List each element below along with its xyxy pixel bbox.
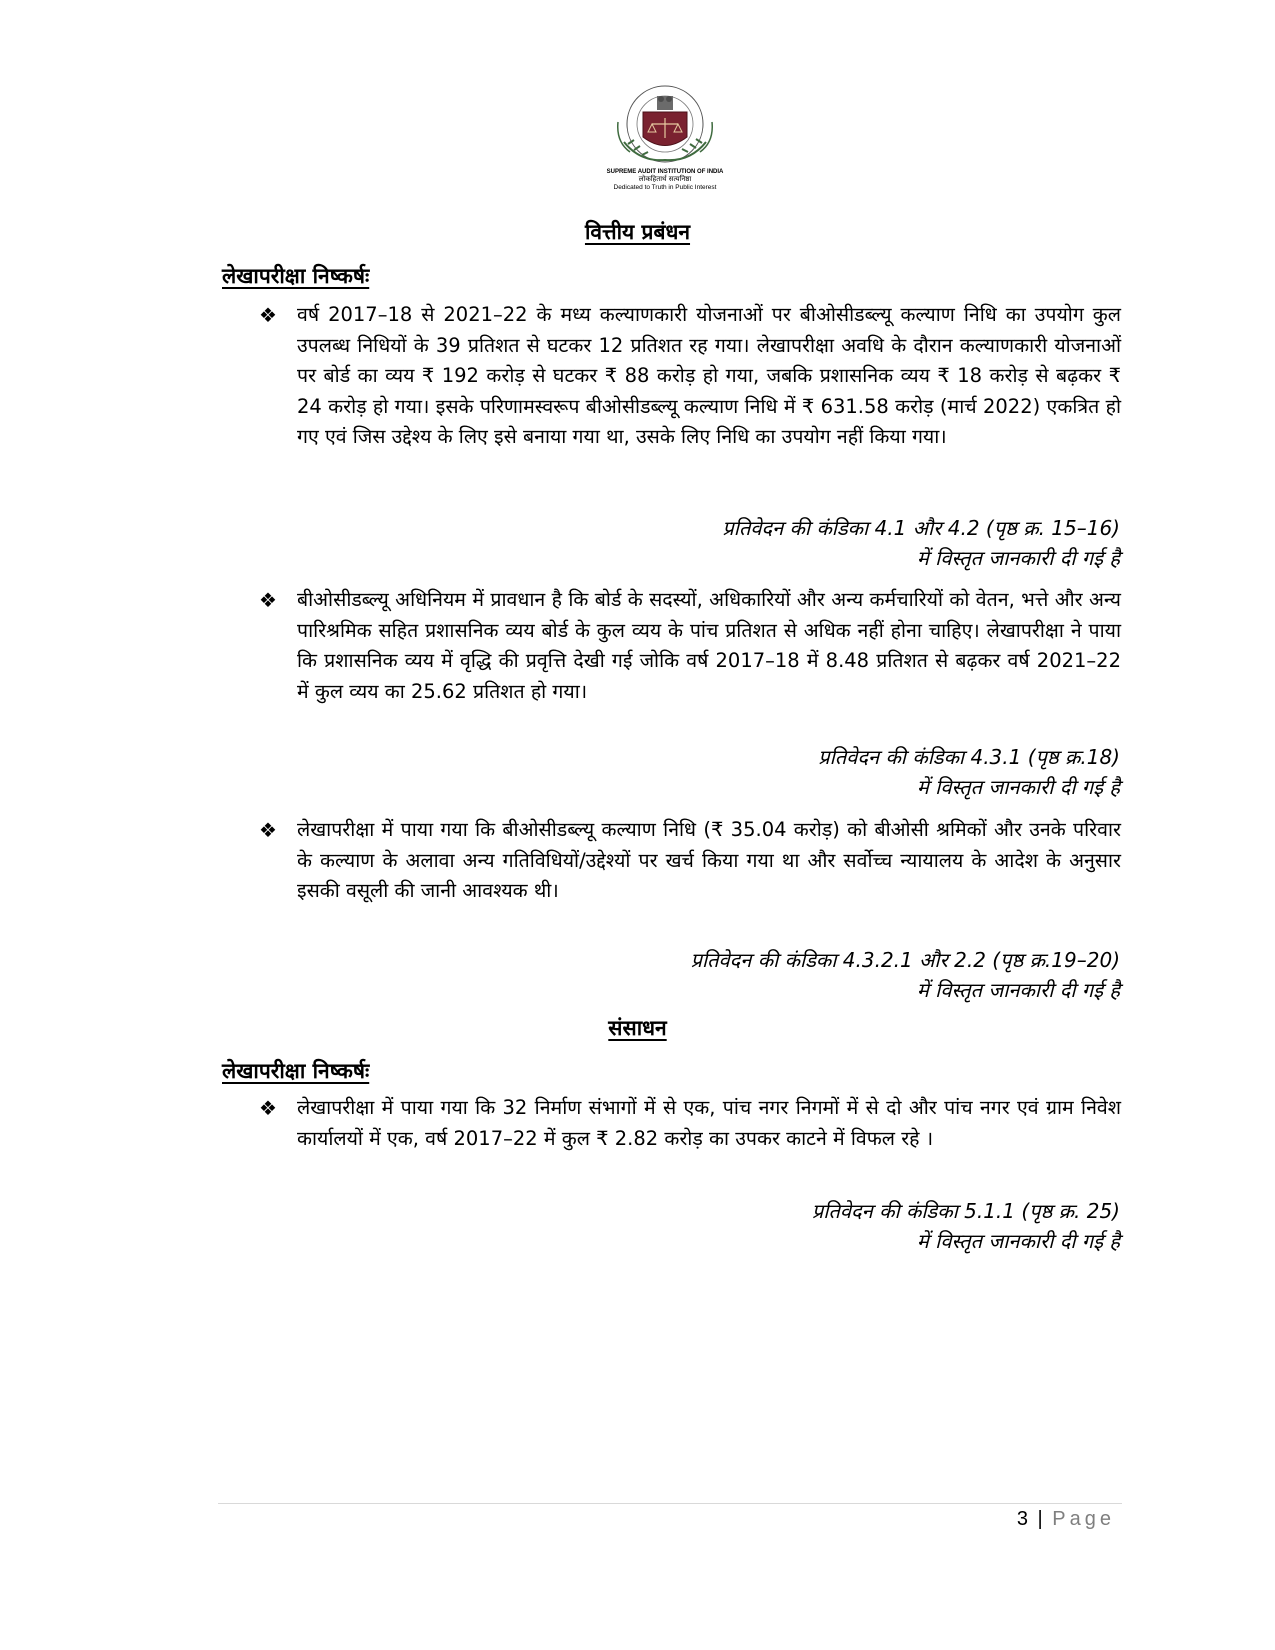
footer-separator: | [1037, 1508, 1043, 1530]
list-item [259, 1093, 1121, 1154]
diamond-bullet-icon: ❖ [259, 1096, 277, 1120]
section-subheading-audit-findings: लेखापरीक्षा निष्कर्षः [222, 1059, 370, 1083]
finding-text: लेखापरीक्षा में पाया गया कि बीओसीडब्ल्यू कल्याण निधि (₹ 35.04 करोड़) को बीओसी श्रमिकों और उनके परिवार के कल्याण के अलावा अन्य गतिविधियों/उद्देश्यों पर खर्च किया गया था और सर्वोच्च न्यायालय के आदेश के अनुसार इसकी वसूली की जानी आवश्यक थी। [297, 818, 1121, 902]
list-item [259, 815, 1121, 907]
list-item [259, 300, 1121, 453]
report-reference: प्रतिवेदन की कंडिका 4.3.1 (पृष्ठ क्र.18) में विस्तृत जानकारी दी गई है [818, 745, 1120, 799]
page-number: 3 [1016, 1508, 1028, 1530]
footer-divider [218, 1503, 1122, 1504]
list-item [259, 585, 1121, 707]
finding-text: बीओसीडब्ल्यू अधिनियम में प्रावधान है कि बोर्ड के सदस्यों, अधिकारियों और अन्य कर्मचारियों को वेतन, भत्ते और अन्य पारिश्रमिक सहित प्रशासनिक व्यय बोर्ड के कुल व्यय के पांच प्रतिशत से अधिक नहीं होना चाहिए। लेखापरीक्षा ने पाया कि प्रशासनिक व्यय में वृद्धि की प्रवृत्ति देखी गई जोकि वर्ष 2017–18 में 8.48 प्रतिशत से बढ़कर वर्ष 2021–22 में कुल व्यय का 25.62 प्रतिशत हो गया। [297, 588, 1121, 703]
diamond-bullet-icon: ❖ [259, 303, 277, 327]
finding-text: वर्ष 2017–18 से 2021–22 के मध्य कल्याणकारी योजनाओं पर बीओसीडब्ल्यू कल्याण निधि का उपयोग कुल उपलब्ध निधियों के 39 प्रतिशत से घटकर 12 प्रतिशत रह गया। लेखापरीक्षा अवधि के दौरान कल्याणकारी योजनाओं पर बोर्ड का व्यय ₹ 192 करोड़ से घटकर ₹ 88 करोड़ हो गया, जबकि प्रशासनिक व्यय ₹ 18 करोड़ से बढ़कर ₹ 24 करोड़ हो गया। इसके परिणामस्वरूप बीओसीडब्ल्यू कल्याण निधि में ₹ 631.58 करोड़ (मार्च 2022) एकत्रित हो गए एवं जिस उद्देश्य के लिए इसे बनाया गया था, उसके लिए निधि का उपयोग नहीं किया गया। [297, 303, 1121, 448]
section-heading-resources: संसाधन [608, 1016, 667, 1040]
logo-english-caption: SUPREME AUDIT INSTITUTION OF INDIA [606, 169, 724, 175]
cag-logo [600, 82, 730, 191]
section-heading-financial-management: वित्तीय प्रबंधन [584, 220, 691, 244]
diamond-bullet-icon: ❖ [259, 588, 277, 612]
emblem-seal-icon [610, 82, 720, 168]
logo-english-motto: Dedicated to Truth in Public Interest [613, 184, 717, 191]
finding-text: लेखापरीक्षा में पाया गया कि 32 निर्माण संभागों में से एक, पांच नगर निगमों में से दो और पांच नगर एवं ग्राम निवेश कार्यालयों में एक, वर्ष 2017–22 में कुल ₹ 2.82 करोड़ का उपकर काटने में विफल रहे । [297, 1096, 1121, 1150]
page-label: Page [1052, 1508, 1115, 1530]
page-footer [1017, 1508, 1115, 1531]
report-reference: प्रतिवेदन की कंडिका 5.1.1 (पृष्ठ क्र. 25) में विस्तृत जानकारी दी गई है [811, 1199, 1120, 1253]
logo-hindi-motto: लोकहितार्थ सत्यनिष्ठा [638, 175, 692, 183]
section-subheading-audit-findings: लेखापरीक्षा निष्कर्षः [222, 264, 370, 288]
diamond-bullet-icon: ❖ [259, 818, 277, 842]
report-reference: प्रतिवेदन की कंडिका 4.1 और 4.2 (पृष्ठ क्र. 15–16) में विस्तृत जानकारी दी गई है [722, 516, 1120, 570]
report-reference: प्रतिवेदन की कंडिका 4.3.2.1 और 2.2 (पृष्ठ क्र.19–20) में विस्तृत जानकारी दी गई है [690, 948, 1120, 1002]
